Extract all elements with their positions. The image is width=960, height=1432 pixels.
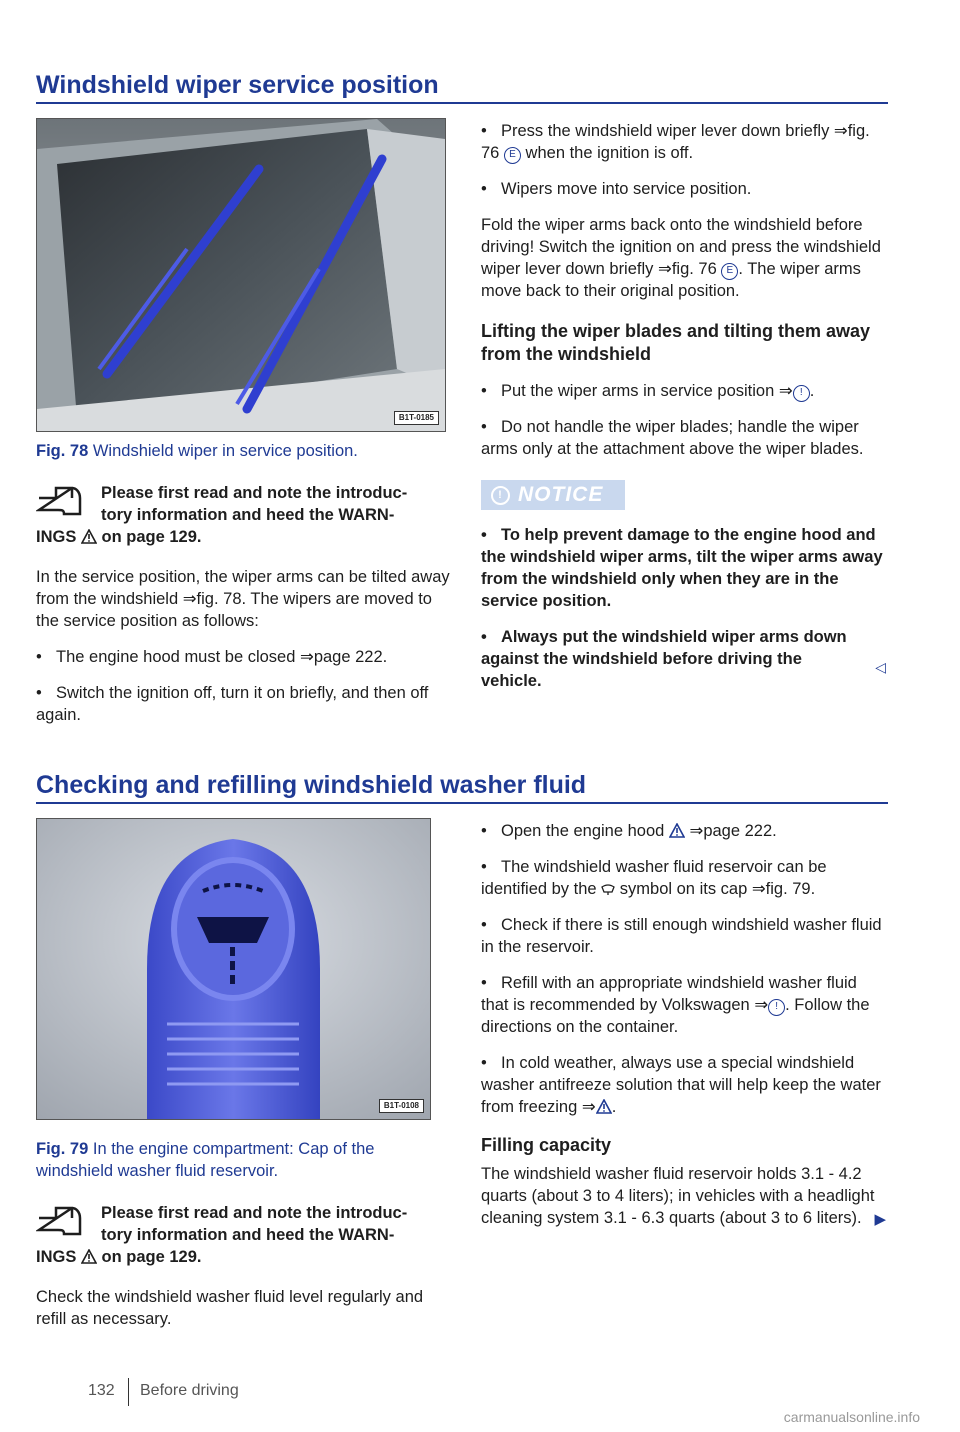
bullet-text: Refill with an appropriate windshield washer fluid that is recommended by Volkswagen ⇒ [481,974,857,1014]
footer-divider [128,1378,129,1406]
left-column-washer [36,1138,451,1344]
notice-content [481,524,886,692]
figure-78-wiper-photo [36,118,446,432]
bullet-text: Press the windshield wiper lever down briefly ⇒fig. 76 [481,122,870,162]
bullet-text: when the ignition is off. [525,144,694,162]
page-number: 132 [88,1382,115,1399]
bullet-text: To help prevent damage to the engine hood and the windshield wiper arms, tilt the wiper arms away from the windshield only when they are in the service position. [481,526,883,610]
lifting-heading: Lifting the wiper blades and tilting them away from the windshield [481,321,871,364]
bullet-hood-closed: • The engine hood must be closed ⇒page 222. [36,648,388,666]
bullet-handle-arms: • Do not handle the wiper blades; handle the wiper arms only at the attachment above the wiper blades. [481,418,864,458]
figure-label: Fig. 78 [36,442,89,460]
bullet-text: Put the wiper arms in service position ⇒ [501,382,793,400]
notice-icon: ! [491,486,510,505]
section-title-wiper: Windshield wiper service position [36,71,439,99]
bullet-text: Switch the ignition off, turn it on briefly, and then off again. [36,684,429,724]
bullet-open-hood: • Open the engine hood ⇒page 222. [481,822,777,840]
bullet-text: The engine hood must be closed ⇒page 222. [56,648,388,666]
bullet-text: In cold weather, always use a special windshield washer antifreeze solution that will help keep the water from freezing ⇒ [481,1054,881,1116]
bullet-text: Do not handle the wiper blades; handle the wiper arms only at the attachment above the wiper blades. [481,418,864,458]
figure-label: Fig. 79 [36,1140,89,1158]
bullet-wipers-move: • Wipers move into service position. [481,180,752,198]
circled-e-icon: E [504,147,521,164]
notice-bullet-damage: • To help prevent damage to the engine hood and the windshield wiper arms, tilt the wiper arms away from the windshield only when they are in the service position. [481,526,883,610]
section-rule [36,102,888,104]
read-first-note [36,482,451,548]
read-note-line3-b: on page 129. [101,1248,202,1266]
book-icon [36,1204,92,1240]
washer-cap-illustration [37,819,430,1119]
filling-capacity-text [481,1163,886,1229]
bullet-text: Check if there is still enough windshield washer fluid in the reservoir. [481,916,882,956]
warning-icon [81,1249,97,1264]
notice-label: NOTICE [518,483,604,506]
bullet-service-position: • Put the wiper arms in service position ⇒ ! . [481,382,815,400]
bullet-text: . [809,382,815,400]
warning-icon [81,529,97,544]
bullet-text: Wipers move into service position. [501,180,752,198]
bullet-refill: • Refill with an appropriate windshield washer fluid that is recommended by Volkswagen ⇒ ! . Follow the directions on the container. [481,974,870,1036]
figure-caption-text: In the engine compartment: Cap of the windshield washer fluid reservoir. [36,1140,375,1180]
bullet-text: Always put the windshield wiper arms down against the windshield before driving the vehicle. [481,628,847,690]
bullet-text: Open the engine hood [501,822,665,840]
read-first-note [36,1202,451,1268]
notice-banner [481,480,625,510]
notice-bullet-arms-down: • Always put the windshield wiper arms down against the windshield before driving the vehicle. [481,628,847,690]
read-note-line3-a: INGS [36,528,77,546]
read-note-line1: Please first read and note the introduc- [101,1204,408,1222]
fold-text-a: Fold the wiper arms back onto the windshield before driving! Switch the ignition on and press the windshield wiper lever down briefly ⇒fig. 76 [481,216,881,278]
capacity-text: The windshield washer fluid reservoir holds 3.1 - 4.2 quarts (about 3 to 4 liters); in vehicles with a headlight cleaning system 3.1 - 6.3 quarts (about 3 to 6 liters). [481,1165,875,1227]
service-intro-text: In the service position, the wiper arms can be tilted away from the windshield ⇒fig. 78. The wipers are moved to the service position as follows: [36,568,450,630]
washer-symbol-icon [601,883,615,895]
check-level-text: Check the windshield washer fluid level regularly and refill as necessary. [36,1288,424,1328]
watermark: carmanualsonline.info [783,1409,920,1425]
section-title-washer: Checking and refilling windshield washer fluid [36,771,587,799]
fold-back-text [481,214,886,302]
notice-ref-icon: ! [768,999,785,1016]
filling-capacity-heading: Filling capacity [481,1135,612,1155]
read-note-line3-a: INGS [36,1248,77,1266]
end-marker-icon: ◁ [875,659,886,675]
read-note-line1: Please first read and note the introduc- [101,484,408,502]
circled-e-icon: E [721,263,738,280]
bullet-identify-reservoir: • The windshield washer fluid reservoir can be identified by the symbol on its cap ⇒fig. 79. [481,858,827,898]
bullet-text: The windshield washer fluid reservoir can be identified by the [481,858,827,898]
read-note-line3-b: on page 129. [101,528,202,546]
read-note-line2: tory information and heed the WARN- [101,1226,395,1244]
section-rule [36,802,888,804]
figure-code: B1T-0185 [394,411,439,425]
book-icon [36,484,92,520]
footer-section-label: Before driving [140,1382,239,1399]
left-column-wiper [36,440,451,740]
fold-text-b: . The wiper arms move back to their original position. [481,260,861,300]
warning-icon [669,823,685,838]
notice-ref-icon: ! [793,385,810,402]
wiper-illustration [37,119,445,431]
continue-arrow-icon: ▶ [874,1211,886,1228]
read-note-line2: tory information and heed the WARN- [101,506,395,524]
right-column-wiper [481,120,886,706]
figure-code: B1T-0108 [379,1099,424,1113]
bullet-text: . Follow the directions on the container. [481,996,870,1036]
bullet-text: symbol on its cap ⇒fig. 79. [619,880,816,898]
figure-caption-text: Windshield wiper in service position. [92,442,358,460]
bullet-text: ⇒page 222. [689,822,777,840]
figure-79-washer-cap [36,818,431,1120]
figure-caption [36,440,451,462]
bullet-check-fluid: • Check if there is still enough windshield washer fluid in the reservoir. [481,916,882,956]
bullet-press-lever: • Press the windshield wiper lever down briefly ⇒fig. 76 E when the ignition is off. [481,122,870,162]
bullet-text: . [611,1098,617,1116]
bullet-ignition: • Switch the ignition off, turn it on briefly, and then off again. [36,684,429,724]
warning-icon [596,1099,612,1114]
figure-caption [36,1138,451,1182]
bullet-cold-weather: • In cold weather, always use a special windshield washer antifreeze solution that will help keep the water from freezing ⇒ . [481,1054,881,1116]
right-column-washer [481,820,886,1243]
